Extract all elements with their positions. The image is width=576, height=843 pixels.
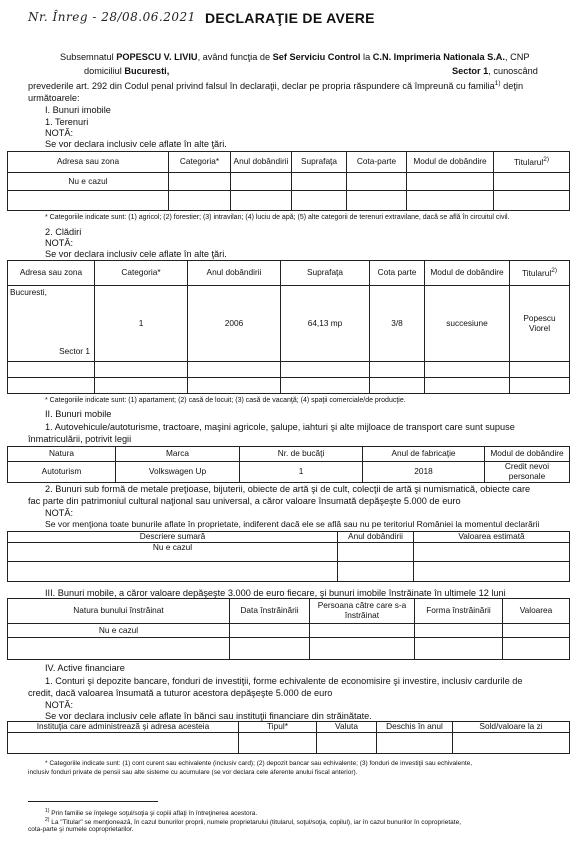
nota-label: NOTĂ:	[45, 508, 74, 518]
domicile-city: Bucuresti,	[124, 66, 170, 76]
table-row	[8, 362, 570, 378]
intro-text: , având funcţia de	[197, 52, 271, 62]
table-cell: Autoturism	[8, 462, 116, 483]
col-header: Valoarea estimată	[414, 532, 570, 543]
intro-text: Subsemnatul	[60, 52, 114, 62]
table-row	[8, 173, 570, 191]
intro-line-2-right	[452, 66, 538, 77]
nota-text: Se vor declara inclusiv cele aflate în bănci sau instituţii financiare din străinătate.	[45, 711, 372, 721]
table-cell: 1	[95, 286, 188, 362]
table-bunuri-pretioase	[7, 531, 570, 582]
col-header: Sold/valoare la zi	[453, 722, 570, 733]
footnote-marker: 1)	[494, 80, 501, 87]
table-cell: 2018	[363, 462, 485, 483]
col-header: Modul de dobândire	[425, 261, 510, 286]
nota-label: NOTĂ:	[45, 238, 74, 248]
table-autovehicule	[7, 446, 570, 483]
col-header: Modul de dobândire	[485, 447, 570, 462]
intro-text: domiciliul	[84, 66, 122, 76]
table-cell: 1	[240, 462, 363, 483]
section-4-p1: 1. Conturi şi depozite bancare, fonduri de investiţii, forme echivalente de economisire şi investire, inclusiv cardurile de	[45, 676, 523, 686]
nota-label: NOTĂ:	[45, 128, 74, 138]
footnote-marker: 1)	[45, 808, 50, 814]
domicile-sector: Sector 1	[452, 66, 489, 76]
table-cell: Nu e cazul	[8, 173, 169, 191]
col-header: Anul dobândirii	[338, 532, 414, 543]
col-header: Anul dobândirii	[231, 152, 292, 173]
page-title: DECLARAŢIE DE AVERE	[205, 10, 375, 26]
col-header: Anul de fabricaţie	[363, 447, 485, 462]
footnote-categorii-conturi: * Categoriile indicate sunt: (1) cont curent sau echivalente (inclusiv card); (2) depozit bancar sau echivalente; (3) fonduri de investiţii sau echivalente,	[45, 760, 473, 767]
col-header: Suprafaţa	[281, 261, 370, 286]
intro-text: , CNP	[504, 52, 530, 62]
footnote-divider	[28, 801, 158, 802]
col-header: Categoria*	[95, 261, 188, 286]
table-cell: succesiune	[425, 286, 510, 362]
footnote-marker: 2)	[551, 267, 557, 275]
intro-text: prevederile art. 292 din Codul penal privind falsul în declaraţii, declar pe propria răspundere că împreună cu familia	[28, 81, 495, 92]
intro-line-3	[28, 80, 523, 92]
col-header: Nr. de bucăţi	[240, 447, 363, 462]
intro-text: la	[363, 52, 371, 62]
table-cladiri	[7, 260, 570, 394]
col-header: Tipul*	[239, 722, 317, 733]
footnote-categorii-cladiri: * Categoriile indicate sunt: (1) apartament; (2) casă de locuit; (3) casă de vacanţă; (4) spaţii comerciale/de producţie.	[45, 397, 406, 404]
table-cell: 3/8	[370, 286, 425, 362]
table-bunuri-instrainate	[7, 598, 570, 660]
section-1-heading: I. Bunuri imobile	[45, 105, 111, 115]
table-cell: Nu e cazul	[8, 624, 230, 638]
page-footnote-2b: cota-parte şi numele coproprietarilor.	[28, 826, 134, 833]
col-header	[510, 261, 570, 286]
footnote-text: Prin familie se înţelege soţul/soţia şi copiii aflaţi în întreţinerea acestora.	[51, 810, 258, 818]
nota-label: NOTĂ:	[45, 700, 74, 710]
col-header: Cota parte	[370, 261, 425, 286]
address-cell	[8, 286, 95, 362]
col-header: Descriere sumară	[8, 532, 338, 543]
address-line: Bucuresti,	[10, 287, 47, 297]
table-terenuri	[7, 151, 570, 211]
section-2-p1: 1. Autovehicule/autoturisme, tractoare, maşini agricole, şalupe, iahturi şi alte mijloace de transport care sunt supuse	[45, 422, 515, 432]
section-2-p2b: fac parte din patrimoniul cultural naţional sau universal, a căror valoare însumată depăşeşte 5.000 de euro	[28, 496, 461, 506]
table-cell: Credit nevoi personale	[485, 462, 570, 483]
col-header	[494, 152, 570, 173]
col-header: Adresa sau zona	[8, 261, 95, 286]
section-4-p1b: credit, dacă valoarea însumată a tuturor acestora depăşeşte 5.000 de euro	[28, 688, 333, 698]
intro-text: , cunoscând	[488, 66, 538, 76]
col-header: Forma înstrăinării	[415, 599, 503, 624]
table-row	[8, 286, 570, 362]
table-row	[8, 378, 570, 394]
section-2-heading: II. Bunuri mobile	[45, 409, 112, 419]
intro-line-4: următoarele:	[28, 93, 80, 103]
col-header-text: Titularul	[522, 267, 552, 278]
intro-line-2	[84, 66, 169, 77]
intro-text: deţin	[500, 81, 524, 92]
declarant-name: POPESCU V. LIVIU	[116, 52, 198, 62]
col-header: Modul de dobândire	[407, 152, 494, 173]
nota-text: Se vor declara inclusiv cele aflate în alte ţări.	[45, 249, 227, 259]
col-header: Cota-parte	[347, 152, 407, 173]
table-cell: Volkswagen Up	[116, 462, 240, 483]
table-conturi	[7, 721, 570, 754]
section-4-heading: IV. Active financiare	[45, 663, 125, 673]
nota-text: Se vor declara inclusiv cele aflate în alte ţări.	[45, 139, 227, 149]
subsection-terenuri: 1. Terenuri	[45, 117, 89, 127]
declarant-function: Sef Serviciu Control	[272, 52, 361, 62]
table-cell: 2006	[188, 286, 281, 362]
table-row	[8, 542, 570, 561]
nota-text: Se vor menţiona toate bunurile aflate în proprietate, indiferent dacă ele se află sau nu pe teritoriul României la momentul declarării	[45, 519, 540, 529]
col-header: Categoria*	[169, 152, 231, 173]
footnote-marker: 2)	[45, 817, 50, 823]
subsection-cladiri: 2. Clădiri	[45, 227, 82, 237]
intro-line-1	[60, 52, 530, 63]
col-header: Valoarea	[503, 599, 570, 624]
table-cell: 64,13 mp	[281, 286, 370, 362]
table-cell: Nu e cazul	[8, 542, 338, 561]
col-header: Marca	[116, 447, 240, 462]
col-header: Adresa sau zona	[8, 152, 169, 173]
handwritten-registration-number: Nr. Înreg - 28/08.06.2021	[28, 10, 196, 24]
col-header: Natura bunului înstrăinat	[8, 599, 230, 624]
col-header: Anul dobândirii	[188, 261, 281, 286]
col-header: Instituţia care administrează şi adresa acesteia	[8, 722, 239, 733]
table-row	[8, 462, 570, 483]
col-header: Suprafaţa	[292, 152, 347, 173]
section-2-p2: 2. Bunuri sub formă de metale preţioase, bijuterii, obiecte de artă şi de cult, colecţii de artă şi numismatică, obiecte care	[45, 484, 531, 494]
footnote-text: La "Titular" se menţionează, în cazul bunurilor proprii, numele proprietarului (titularul, soţul/soţia, copilul), iar în cazul bunurilor în coproprietate,	[51, 819, 462, 827]
col-header-text: Titularul	[514, 156, 544, 167]
table-cell: Popescu Viorel	[510, 286, 570, 362]
table-row	[8, 561, 570, 581]
address-line: Sector 1	[59, 346, 90, 357]
col-header: Data înstrăinării	[230, 599, 310, 624]
table-row	[8, 732, 570, 753]
table-row	[8, 624, 570, 638]
section-2-p1b: înmatriculării, potrivit legii	[28, 434, 132, 444]
col-header: Natura	[8, 447, 116, 462]
institution-name: C.N. Imprimeria Nationala S.A.	[372, 52, 505, 62]
footnote-categorii-conturi-b: inclusiv fonduri private de pensii sau alte sisteme cu acumulare (se vor declara cele aferente anului fiscal anterior).	[28, 769, 358, 776]
table-row	[8, 638, 570, 660]
col-header: Deschis în anul	[377, 722, 453, 733]
footnote-marker: 2)	[543, 156, 549, 164]
col-header: Valuta	[317, 722, 377, 733]
section-3-heading: III. Bunuri mobile, a căror valoare depăşeşte 3.000 de euro fiecare, şi bunuri imobile înstrăinate în ultimele 12 luni	[45, 588, 506, 598]
footnote-categorii-terenuri: * Categoriile indicate sunt: (1) agricol; (2) forestier; (3) intravilan; (4) luciu de apă; (5) alte categorii de terenuri extravilane, dacă se află în circuitul civil.	[45, 214, 510, 221]
col-header: Persoana către care s-a înstrăinat	[310, 599, 415, 624]
table-row	[8, 191, 570, 211]
